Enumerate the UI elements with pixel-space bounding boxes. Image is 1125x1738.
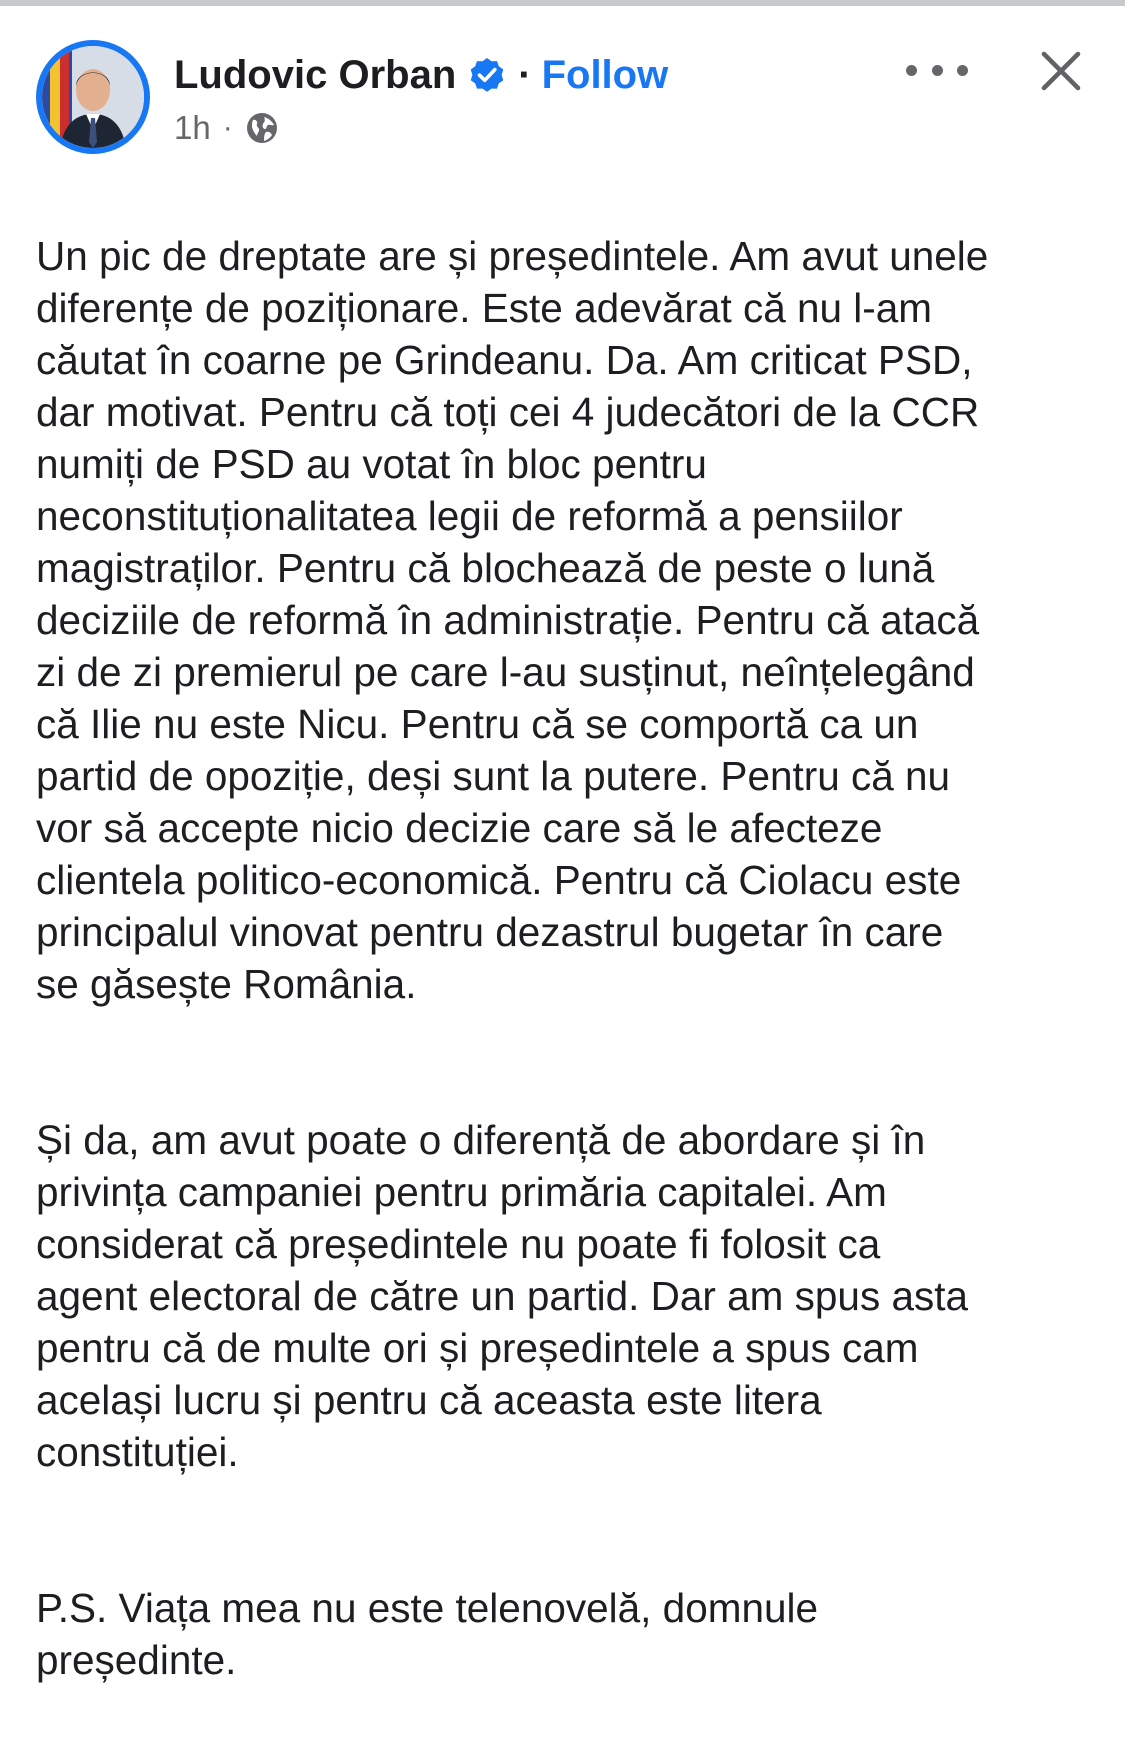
more-options-icon[interactable] xyxy=(906,50,968,90)
author-name[interactable]: Ludovic Orban xyxy=(174,52,457,97)
more-dot xyxy=(957,65,968,76)
author-line xyxy=(174,50,668,100)
author-avatar[interactable] xyxy=(36,40,150,154)
globe-icon[interactable] xyxy=(245,111,279,145)
post-paragraph: Și da, am avut poate o diferență de abordare și în privința campaniei pentru primăria capitalei. Am considerat că președintele nu poate fi folosit ca agent electoral de către un partid. Dar am spus asta pentru că de multe ori și președintele a spus cam același lucru și pentru că aceasta este litera constituției. xyxy=(36,1117,969,1475)
post-text xyxy=(36,178,1096,1738)
more-dot xyxy=(906,65,917,76)
meta-separator-dot: · xyxy=(222,111,233,144)
post-timestamp[interactable]: 1h xyxy=(174,109,211,146)
more-dot xyxy=(932,65,943,76)
follow-button[interactable]: Follow xyxy=(541,52,669,97)
post-meta xyxy=(174,108,279,148)
verified-badge-icon xyxy=(468,56,506,94)
close-icon[interactable] xyxy=(1034,44,1088,98)
avatar-photo xyxy=(42,46,144,148)
post-paragraph: Un pic de dreptate are și președintele. Am avut unele diferențe de poziționare. Este adevărat că nu l-am căutat în coarne pe Grindeanu. Da. Am criticat PSD, dar motivat. Pentru că toți cei 4 judecători de la CCR numiți de PSD au votat în bloc pentru neconstituționalitatea legii de reformă a pensiilor magistraților. Pentru că blochează de peste o lună deciziile de reformă în administrație. Pentru că atacă zi de zi premierul pe care l-au susținut, neînțelegând că Ilie nu este Nicu. Pentru că se comportă ca un partid de opoziție, deși sunt la putere. Pentru că nu vor să accepte nicio decizie care să le afecteze clientela politico-economică. Pentru că Ciolacu este principalul vinovat pentru dezastrul bugetar în care se găsește România. xyxy=(36,233,989,1007)
post-header xyxy=(0,0,1125,160)
separator-dot: · xyxy=(518,52,532,97)
post-paragraph: P.S. Viața mea nu este telenovelă, domnule președinte. xyxy=(36,1585,819,1683)
